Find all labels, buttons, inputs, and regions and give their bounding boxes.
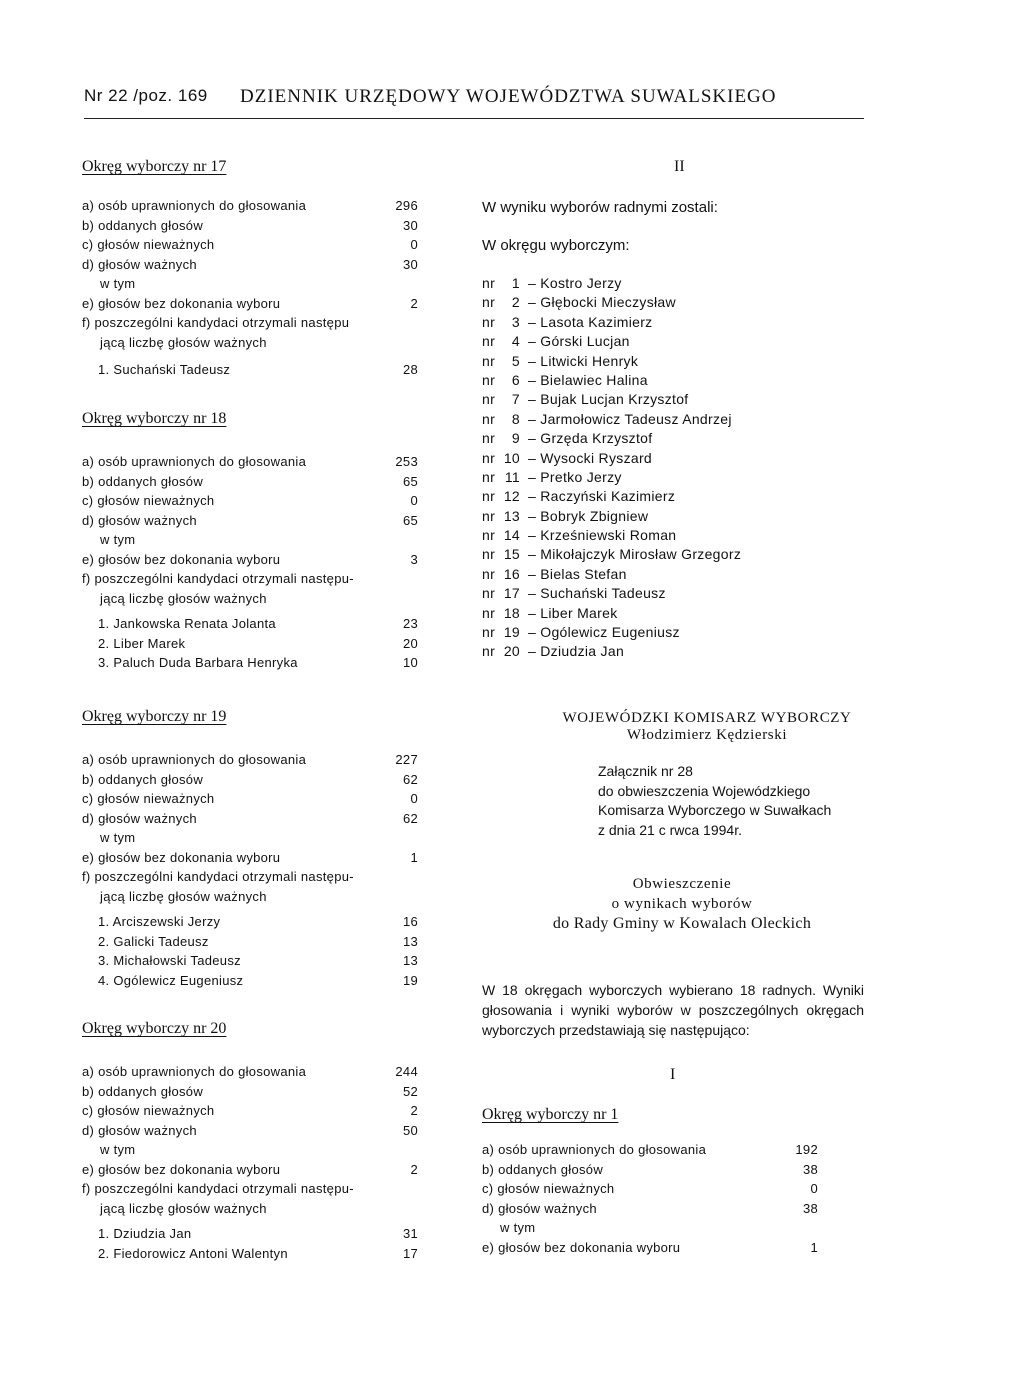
- stat-row: [482, 1160, 842, 1180]
- stat-label: b) oddanych głosów: [482, 1161, 604, 1177]
- elected-item: [482, 526, 741, 545]
- candidate-row: [82, 951, 442, 971]
- elected-name: – Bielas Stefan: [528, 565, 627, 582]
- stat-label: w tym: [100, 532, 136, 547]
- district-17: [82, 158, 442, 380]
- district-number: 9: [511, 430, 520, 447]
- stat-row: [82, 1101, 442, 1121]
- nr-label: nr: [482, 624, 496, 641]
- stat-row: [82, 511, 442, 531]
- elected-item: [482, 565, 741, 584]
- stat-label: e) głosów bez dokonania wyboru: [82, 1161, 281, 1177]
- district-title: Okręg wyborczy nr 19: [82, 708, 227, 725]
- elected-name: – Grzęda Krzysztof: [528, 430, 653, 447]
- district-stats: [482, 1140, 842, 1257]
- elected-name: – Górski Lucjan: [528, 333, 630, 350]
- candidate-name: 2. Galicki Tadeusz: [98, 933, 209, 949]
- stat-value: 3: [410, 551, 418, 567]
- stat-row: [82, 1199, 442, 1219]
- stat-value: 52: [402, 1083, 418, 1099]
- stat-label: jącą liczbę głosów ważnych: [100, 590, 267, 606]
- district-number: 1: [511, 275, 520, 291]
- stat-label: w tym: [100, 830, 136, 845]
- elected-item: [482, 371, 741, 390]
- stat-row: [82, 1179, 442, 1199]
- nr-label: nr: [482, 488, 496, 505]
- stat-value: 227: [395, 752, 418, 767]
- nr-label: nr: [482, 507, 496, 524]
- stat-row: [482, 1238, 842, 1258]
- district-18: [82, 410, 442, 673]
- notice-heading: [482, 874, 882, 934]
- stat-row: [82, 1121, 442, 1141]
- district-stats: [82, 1062, 442, 1263]
- stat-label: a) osób uprawnionych do głosowania: [82, 454, 307, 469]
- elected-item: [482, 487, 741, 506]
- candidate-row: [82, 614, 442, 634]
- elected-item: [482, 274, 741, 293]
- notice-subtitle: o wynikach wyborów: [611, 896, 753, 912]
- issue-number: Nr 22 /poz. 169: [84, 86, 208, 105]
- stat-label: jącą liczbę głosów ważnych: [100, 1200, 267, 1216]
- stat-row: [82, 1140, 442, 1160]
- elected-item: [482, 584, 741, 603]
- candidate-votes: 17: [402, 1245, 418, 1261]
- district-title: Okręg wyborczy nr 1: [482, 1106, 619, 1123]
- elected-name: – Litwicki Henryk: [528, 352, 639, 369]
- district-number: 8: [511, 410, 520, 427]
- district-number: 7: [511, 391, 520, 408]
- elected-item: [482, 642, 741, 661]
- stat-row: [82, 828, 442, 848]
- candidate-name: 3. Paluch Duda Barbara Henryka: [98, 655, 298, 670]
- stat-label: c) głosów nieważnych: [482, 1181, 615, 1196]
- elected-item: [482, 293, 741, 312]
- candidate-row: [82, 653, 442, 673]
- district-number: 11: [504, 468, 520, 485]
- stat-row: [82, 589, 442, 609]
- stat-label: c) głosów nieważnych: [82, 1103, 215, 1118]
- elected-item: [482, 390, 741, 409]
- elected-item: [482, 352, 741, 371]
- candidate-name: 1. Suchański Tadeusz: [98, 362, 231, 377]
- district-number: 17: [503, 585, 520, 602]
- district-number: 16: [503, 565, 520, 582]
- stat-label: jącą liczbę głosów ważnych: [100, 888, 267, 904]
- stat-value: 0: [410, 791, 418, 806]
- candidate-name: 1. Jankowska Renata Jolanta: [98, 616, 276, 631]
- stat-label: d) głosów ważnych: [482, 1200, 597, 1216]
- candidate-votes: 20: [402, 635, 418, 651]
- stat-row: [82, 313, 442, 333]
- stat-label: b) oddanych głosów: [82, 1083, 204, 1099]
- stat-label: f) poszczególni kandydaci otrzymali następu-: [82, 1181, 354, 1196]
- candidate-row: [82, 971, 442, 991]
- stat-value: 62: [402, 771, 418, 787]
- candidate-name: 1. Arciszewski Jerzy: [98, 914, 221, 929]
- elected-intro: W wyniku wyborów radnymi zostali:: [482, 199, 718, 216]
- nr-label: nr: [482, 565, 496, 582]
- elected-item: [482, 332, 741, 351]
- stat-row: [82, 809, 442, 829]
- stat-value: 253: [395, 454, 418, 469]
- candidate-name: 2. Liber Marek: [98, 635, 186, 651]
- intro-paragraph: W 18 okręgach wyborczych wybierano 18 radnych. Wyniki głosowania i wyniki wyborów w poszczególnych okręgach wyborczych przedstawiają się następująco:: [482, 982, 864, 1038]
- nr-label: nr: [482, 410, 496, 427]
- stat-row: [82, 550, 442, 570]
- stat-label: w tym: [100, 276, 136, 291]
- elected-item: [482, 545, 741, 564]
- stat-value: 0: [810, 1181, 818, 1196]
- stat-value: 62: [402, 810, 418, 826]
- nr-label: nr: [482, 604, 496, 621]
- stat-row: [82, 216, 442, 236]
- stat-label: b) oddanych głosów: [82, 473, 204, 489]
- district-intro: W okręgu wyborczym:: [482, 237, 630, 254]
- notice-council: do Rady Gminy w Kowalach Oleckich: [552, 915, 812, 932]
- nr-label: nr: [482, 294, 496, 311]
- candidate-votes: 28: [402, 362, 418, 377]
- candidate-votes: 13: [402, 933, 418, 949]
- stat-value: 2: [410, 295, 418, 311]
- stat-row: [82, 1062, 442, 1082]
- stat-label: w tym: [100, 1142, 136, 1157]
- stat-row: [82, 867, 442, 887]
- nr-label: nr: [482, 333, 496, 350]
- candidate-row: [82, 912, 442, 932]
- district-title: Okręg wyborczy nr 18: [82, 410, 227, 427]
- stat-row: [82, 472, 442, 492]
- section-mark-ii: II: [674, 158, 685, 175]
- stat-label: d) głosów ważnych: [82, 512, 197, 528]
- candidate-row: [82, 1224, 442, 1244]
- stat-label: d) głosów ważnych: [82, 256, 197, 272]
- stat-value: 1: [810, 1239, 818, 1255]
- annex-line: z dnia 21 c rwca 1994r.: [598, 821, 742, 838]
- nr-label: nr: [482, 643, 496, 660]
- elected-name: – Dziudzia Jan: [528, 643, 625, 660]
- section-mark-i: I: [670, 1066, 676, 1083]
- stat-value: 65: [402, 473, 418, 489]
- stat-row: [82, 848, 442, 868]
- candidate-votes: 23: [402, 616, 418, 631]
- elected-name: – Głębocki Mieczysław: [528, 294, 676, 311]
- district-number: 14: [503, 527, 520, 544]
- candidate-votes: 19: [402, 972, 418, 988]
- district-stats: [82, 452, 442, 673]
- stat-row: [82, 255, 442, 275]
- elected-item: [482, 623, 741, 642]
- stat-row: [82, 770, 442, 790]
- elected-name: – Wysocki Ryszard: [528, 449, 652, 466]
- district-number: 3: [511, 313, 520, 330]
- candidate-name: 1. Dziudzia Jan: [98, 1226, 192, 1241]
- elected-item: [482, 507, 741, 526]
- stat-label: jącą liczbę głosów ważnych: [100, 334, 267, 350]
- stat-row: [482, 1179, 842, 1199]
- annex-line: do obwieszczenia Wojewódzkiego: [598, 782, 811, 799]
- stat-value: 38: [802, 1200, 818, 1216]
- candidate-votes: 31: [402, 1226, 418, 1241]
- stat-row: [482, 1199, 842, 1219]
- stat-row: [82, 1082, 442, 1102]
- stat-value: 0: [410, 493, 418, 508]
- stat-row: [82, 196, 442, 216]
- elected-name: – Liber Marek: [528, 604, 618, 621]
- district-20: [82, 1020, 442, 1263]
- nr-label: nr: [482, 275, 496, 291]
- elected-name: – Pretko Jerzy: [528, 468, 622, 485]
- district-number: 19: [503, 624, 520, 641]
- stat-label: e) głosów bez dokonania wyboru: [82, 849, 281, 865]
- candidate-name: 4. Ogólewicz Eugeniusz: [98, 972, 244, 988]
- commissioner-signature: [542, 710, 872, 744]
- stat-label: a) osób uprawnionych do głosowania: [82, 198, 307, 213]
- elected-name: – Jarmołowicz Tadeusz Andrzej: [528, 410, 732, 427]
- elected-item: [482, 604, 741, 623]
- elected-name: – Krześniewski Roman: [528, 527, 677, 544]
- stat-row: [82, 333, 442, 353]
- district-1: [482, 1106, 842, 1257]
- nr-label: nr: [482, 391, 496, 408]
- stat-row: [482, 1140, 842, 1160]
- candidate-votes: 10: [402, 655, 418, 670]
- nr-label: nr: [482, 313, 496, 330]
- stat-row: [82, 750, 442, 770]
- stat-value: 244: [395, 1064, 418, 1079]
- stat-row: [82, 569, 442, 589]
- stat-label: e) głosów bez dokonania wyboru: [82, 551, 281, 567]
- candidate-votes: 16: [402, 914, 418, 929]
- elected-name: – Ogólewicz Eugeniusz: [528, 624, 680, 641]
- stat-row: [82, 530, 442, 550]
- stat-value: 30: [402, 256, 418, 272]
- elected-item: [482, 468, 741, 487]
- district-stats: [82, 750, 442, 990]
- elected-name: – Lasota Kazimierz: [528, 313, 653, 330]
- stat-row: [482, 1218, 842, 1238]
- stat-label: c) głosów nieważnych: [82, 237, 215, 252]
- stat-label: f) poszczególni kandydaci otrzymali następu-: [82, 571, 354, 586]
- stat-row: [82, 274, 442, 294]
- stat-value: 0: [410, 237, 418, 252]
- nr-label: nr: [482, 527, 496, 544]
- elected-name: – Bobryk Zbigniew: [528, 507, 649, 524]
- district-number: 13: [503, 507, 520, 524]
- page-header: [84, 86, 864, 126]
- nr-label: nr: [482, 546, 496, 563]
- candidate-row: [82, 1244, 442, 1264]
- stat-label: e) głosów bez dokonania wyboru: [482, 1239, 681, 1255]
- notice-title: Obwieszczenie: [632, 876, 732, 892]
- stat-value: 30: [402, 217, 418, 233]
- candidate-row: [82, 634, 442, 654]
- stat-row: [82, 452, 442, 472]
- nr-label: nr: [482, 430, 496, 447]
- annex-line: Załącznik nr 28: [598, 763, 693, 779]
- stat-value: 2: [410, 1103, 418, 1118]
- stat-label: a) osób uprawnionych do głosowania: [82, 752, 307, 767]
- elected-list: [482, 274, 741, 662]
- nr-label: nr: [482, 468, 496, 485]
- stat-value: 192: [795, 1142, 818, 1157]
- nr-label: nr: [482, 352, 496, 369]
- nr-label: nr: [482, 585, 496, 602]
- header-rule: [84, 118, 864, 119]
- candidate-name: 3. Michałowski Tadeusz: [98, 953, 241, 968]
- district-number: 5: [511, 352, 520, 369]
- elected-item: [482, 313, 741, 332]
- stat-label: c) głosów nieważnych: [82, 791, 215, 806]
- candidate-name: 2. Fiedorowicz Antoni Walentyn: [98, 1245, 288, 1261]
- stat-value: 38: [802, 1161, 818, 1177]
- stat-label: b) oddanych głosów: [82, 771, 204, 787]
- nr-label: nr: [482, 371, 496, 388]
- district-title: Okręg wyborczy nr 20: [82, 1020, 227, 1037]
- stat-label: f) poszczególni kandydaci otrzymali następu-: [82, 869, 354, 884]
- stat-row: [82, 491, 442, 511]
- annex-line: Komisarza Wyborczego w Suwałkach: [598, 802, 832, 818]
- elected-item: [482, 429, 741, 448]
- stat-label: d) głosów ważnych: [82, 1122, 197, 1138]
- stat-value: 2: [410, 1161, 418, 1177]
- district-number: 15: [503, 546, 520, 563]
- journal-title: DZIENNIK URZĘDOWY WOJEWÓDZTWA SUWALSKIEGO: [240, 86, 777, 107]
- nr-label: nr: [482, 449, 496, 466]
- stat-value: 1: [410, 849, 418, 865]
- district-number: 6: [511, 371, 520, 388]
- candidate-row: [82, 932, 442, 952]
- elected-name: – Raczyński Kazimierz: [528, 488, 676, 505]
- district-stats: [82, 196, 442, 380]
- stat-row: [82, 294, 442, 314]
- commissioner-office: WOJEWÓDZKI KOMISARZ WYBORCZY: [562, 710, 852, 726]
- commissioner-name: Włodzimierz Kędzierski: [626, 727, 788, 743]
- stat-row: [82, 235, 442, 255]
- annex-block: [598, 762, 888, 840]
- elected-name: – Bielawiec Halina: [528, 371, 648, 388]
- elected-item: [482, 449, 741, 468]
- district-number: 2: [511, 294, 520, 311]
- district-number: 20: [503, 643, 520, 660]
- stat-label: f) poszczególni kandydaci otrzymali następu: [82, 315, 350, 330]
- stat-value: 65: [402, 512, 418, 528]
- stat-label: c) głosów nieważnych: [82, 493, 215, 508]
- stat-label: b) oddanych głosów: [82, 217, 204, 233]
- district-number: 4: [511, 333, 520, 350]
- elected-name: – Bujak Lucjan Krzysztof: [528, 391, 689, 408]
- district-number: 10: [503, 449, 520, 466]
- elected-name: – Kostro Jerzy: [528, 275, 622, 291]
- district-number: 12: [503, 488, 520, 505]
- stat-label: w tym: [500, 1220, 536, 1235]
- stat-label: a) osób uprawnionych do głosowania: [482, 1142, 707, 1157]
- candidate-votes: 13: [402, 953, 418, 968]
- stat-value: 50: [402, 1122, 418, 1138]
- stat-label: e) głosów bez dokonania wyboru: [82, 295, 281, 311]
- stat-value: 296: [395, 198, 418, 213]
- district-19: [82, 708, 442, 990]
- elected-name: – Mikołajczyk Mirosław Grzegorz: [528, 546, 742, 563]
- stat-label: a) osób uprawnionych do głosowania: [82, 1064, 307, 1079]
- elected-name: – Suchański Tadeusz: [528, 585, 666, 602]
- district-number: 18: [503, 604, 520, 621]
- stat-row: [82, 887, 442, 907]
- stat-row: [82, 789, 442, 809]
- stat-label: d) głosów ważnych: [82, 810, 197, 826]
- district-title: Okręg wyborczy nr 17: [82, 158, 227, 175]
- stat-row: [82, 1160, 442, 1180]
- elected-item: [482, 410, 741, 429]
- candidate-row: [82, 360, 442, 380]
